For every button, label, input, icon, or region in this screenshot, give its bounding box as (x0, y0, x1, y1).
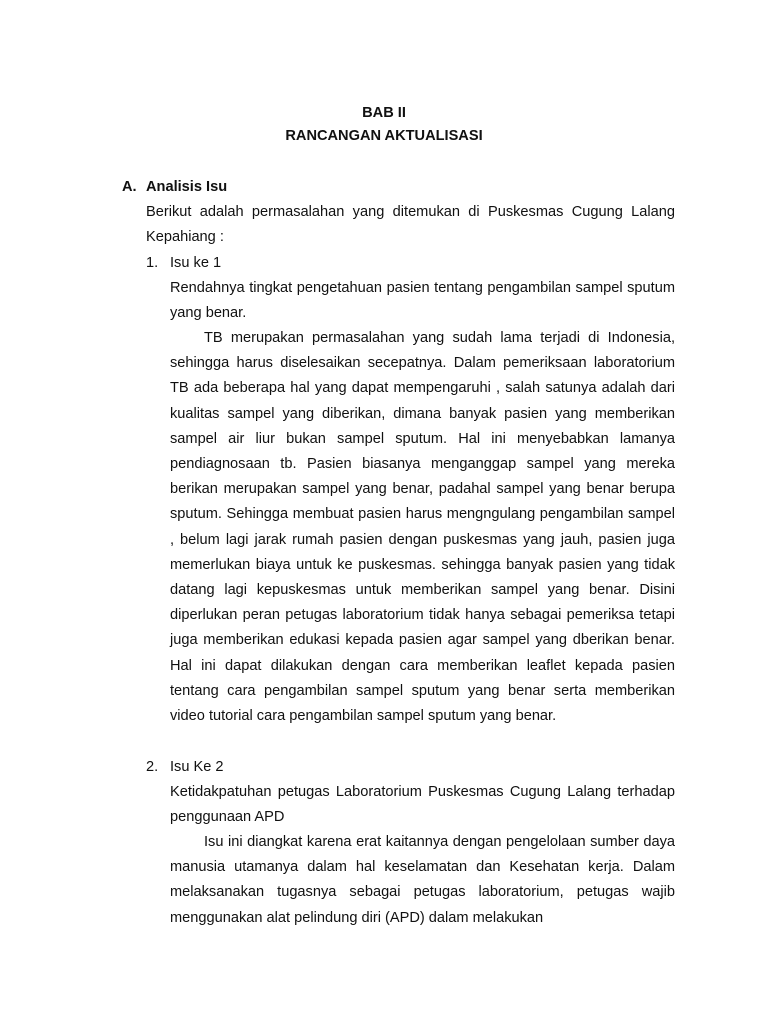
issue-number: 2. (146, 759, 159, 775)
issue-statement: Ketidakpatuhan petugas Laboratorium Puskesmas Cugung Lalang terhadap penggunaan APD (170, 784, 675, 826)
section-letter: A. (122, 179, 137, 195)
section-intro: Berikut adalah permasalahan yang ditemukan di Puskesmas Cugung Lalang Kepahiang : (146, 204, 675, 246)
issue-number: 1. (146, 255, 159, 271)
chapter-heading: BAB II (362, 105, 406, 121)
issue-title: Isu Ke 2 (170, 759, 224, 775)
chapter-title: RANCANGAN AKTUALISASI (285, 128, 483, 144)
issue-statement: Rendahnya tingkat pengetahuan pasien tentang pengambilan sampel sputum yang benar. (170, 280, 675, 322)
section-title: Analisis Isu (146, 179, 228, 195)
issue-paragraph: TB merupakan permasalahan yang sudah lama terjadi di Indonesia, sehingga harus diselesaikan secepatnya. Dalam pemeriksaan laboratorium TB ada beberapa hal yang dapat mempengaruhi , salah satunya adalah dari kualitas sampel yang diberikan, dimana banyak pasien yang memberikan sampel air liur bukan sampel sputum. Hal ini menyebabkan lamanya pendiagnosaan tb. Pasien biasanya menganggap sampel yang mereka berikan merupakan sampel yang benar, padahal sampel yang benar berupa sputum. Sehingga membuat pasien harus mengngulang pengambilan sampel , belum lagi jarak rumah pasien dengan puskesmas yang jauh, pasien juga memerlukan biaya untuk ke puskesmas. sehingga banyak pasien yang tidak datang lagi kepuskesmas untuk memberikan sampel yang benar. Disini diperlukan peran petugas laboratorium tidak hanya sebagai pemeriksa tetapi juga memberikan edukasi kepada pasien agar sampel yang dberikan benar. Hal ini dapat dilakukan dengan cara memberikan leaflet kepada pasien tentang cara pengambilan sampel sputum yang benar serta memberikan video tutorial cara pengambilan sampel sputum yang benar. (170, 330, 675, 725)
issue-paragraph: Isu ini diangkat karena erat kaitannya dengan pengelolaan sumber daya manusia utamanya dalam hal keselamatan dan Kesehatan kerja. Dalam melaksanakan tugasnya sebagai petugas laboratorium, petugas wajib menggunakan alat pelindung diri (APD) dalam melakukan (170, 834, 675, 926)
issue-title: Isu ke 1 (170, 255, 222, 271)
